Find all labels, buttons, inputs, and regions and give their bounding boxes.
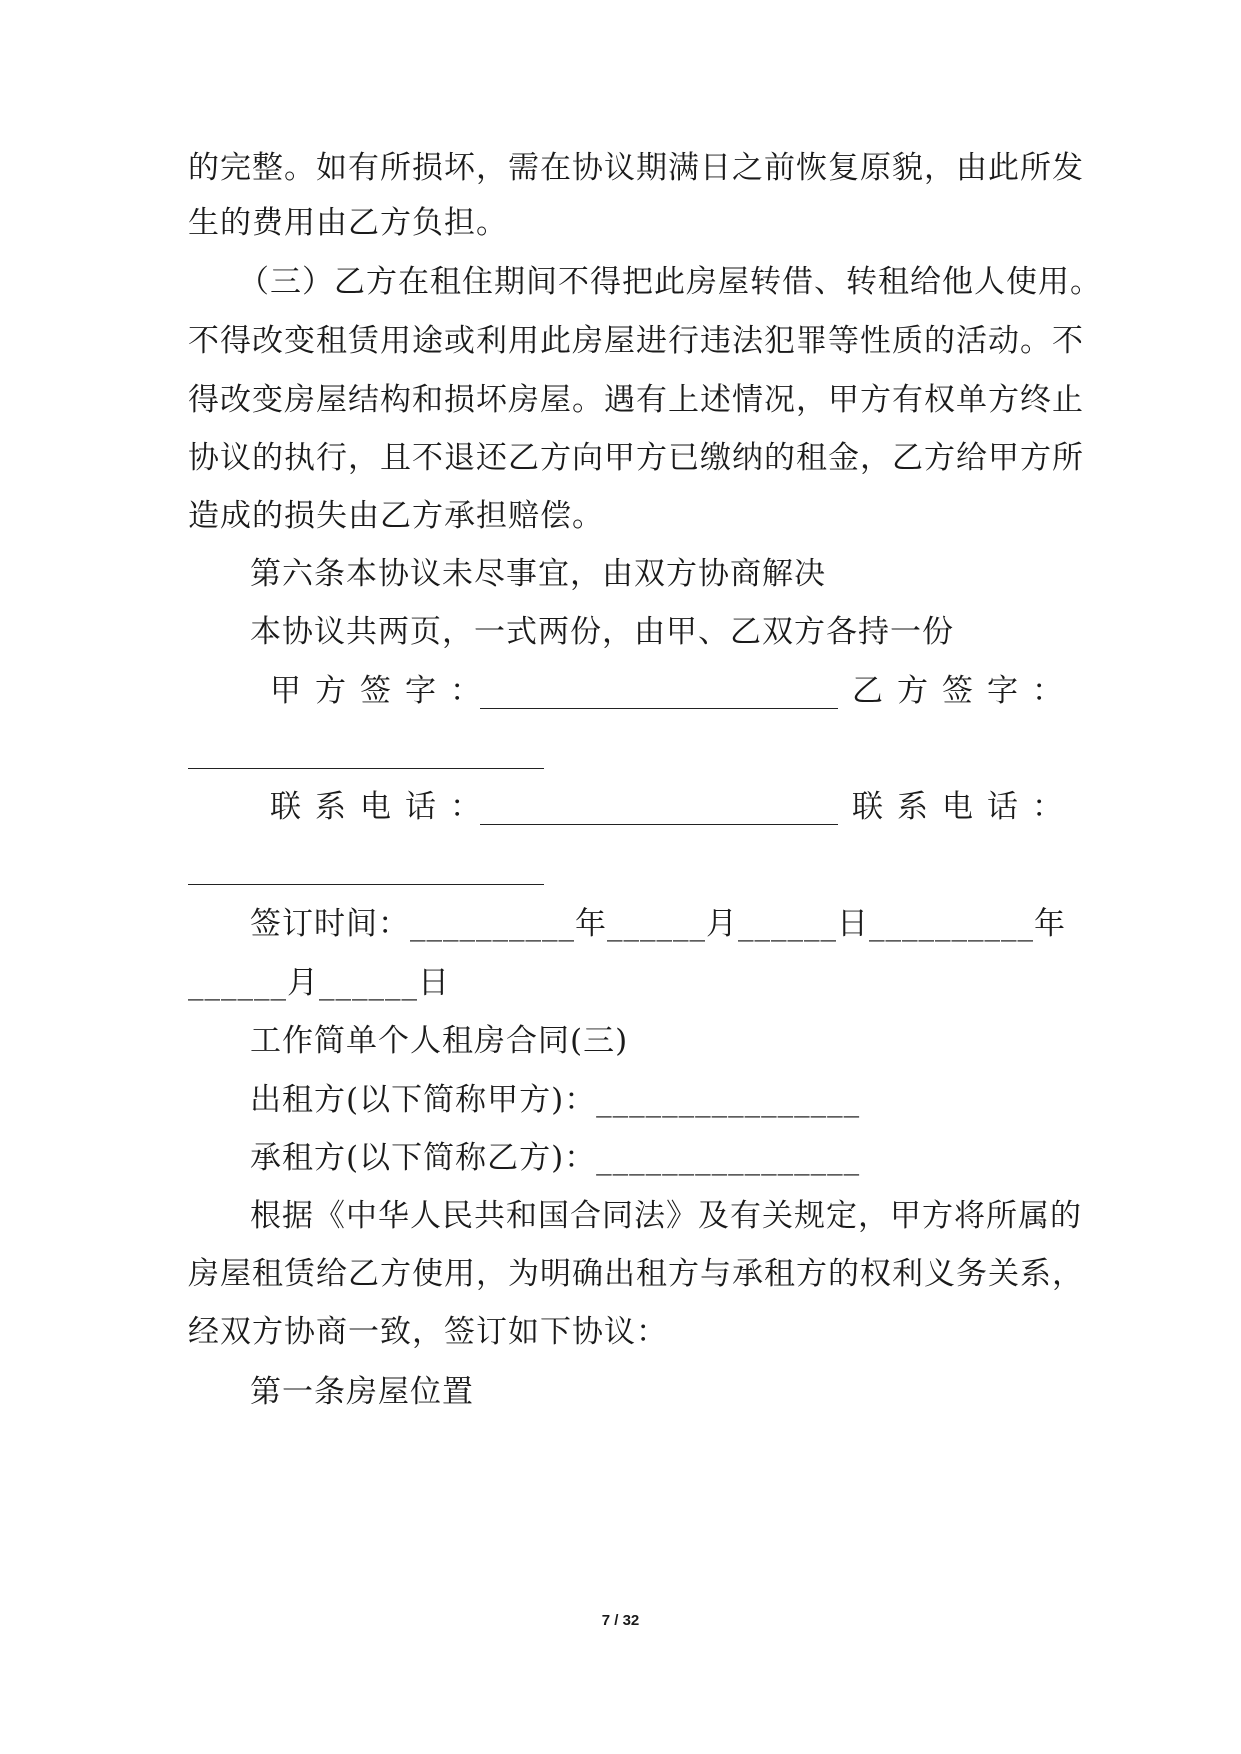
- paragraph-line: 造成的损失由乙方承担赔偿。: [188, 498, 604, 534]
- sign-date-line-1: 签订时间：__________年______月______日__________年: [250, 906, 1066, 942]
- party-a-signature-blank[interactable]: [480, 708, 838, 709]
- page-number: 7 / 32: [601, 1612, 640, 1629]
- party-b-signature-label-wrap: [852, 671, 1077, 711]
- party-b-phone-blank[interactable]: [188, 884, 544, 885]
- party-a-phone-blank[interactable]: [480, 824, 838, 825]
- party-a-phone-label: 联系电话：: [270, 789, 495, 825]
- copies-note: 本协议共两页，一式两份，由甲、乙双方各持一份: [250, 614, 954, 650]
- article-one-title: 第一条房屋位置: [250, 1374, 474, 1410]
- party-b-signature-label: 乙方签字：: [852, 673, 1077, 709]
- article-six: 第六条本协议未尽事宜，由双方协商解决: [250, 556, 826, 592]
- preamble-line: 房屋租赁给乙方使用，为明确出租方与承租方的权利义务关系，: [188, 1256, 1084, 1292]
- party-b-signature-blank[interactable]: [188, 768, 544, 769]
- section-title: 工作简单个人租房合同(三): [250, 1023, 629, 1059]
- preamble-line: 经双方协商一致，签订如下协议：: [188, 1314, 668, 1350]
- party-b-phone-label-wrap: [852, 787, 1077, 827]
- paragraph-line: 的完整。如有所损坏，需在协议期满日之前恢复原貌，由此所发: [188, 150, 1084, 186]
- paragraph-line: 不得改变租赁用途或利用此房屋进行违法犯罪等性质的活动。不: [188, 323, 1084, 359]
- clause-three-line: （三）乙方在租住期间不得把此房屋转借、转租给他人使用。: [238, 264, 1102, 300]
- party-a-signature-label: 甲方签字：: [270, 673, 495, 709]
- lessor-line: 出租方(以下简称甲方)：________________: [250, 1082, 861, 1118]
- preamble-line: 根据《中华人民共和国合同法》及有关规定，甲方将所属的: [250, 1198, 1082, 1234]
- paragraph-line: 得改变房屋结构和损坏房屋。遇有上述情况，甲方有权单方终止: [188, 382, 1084, 418]
- sign-date-line-2: ______月______日: [188, 965, 450, 1001]
- party-b-phone-label: 联系电话：: [852, 789, 1077, 825]
- paragraph-line: 协议的执行，且不退还乙方向甲方已缴纳的租金，乙方给甲方所: [188, 440, 1084, 476]
- lessee-line: 承租方(以下简称乙方)：________________: [250, 1140, 861, 1176]
- paragraph-line: 生的费用由乙方负担。: [188, 205, 508, 241]
